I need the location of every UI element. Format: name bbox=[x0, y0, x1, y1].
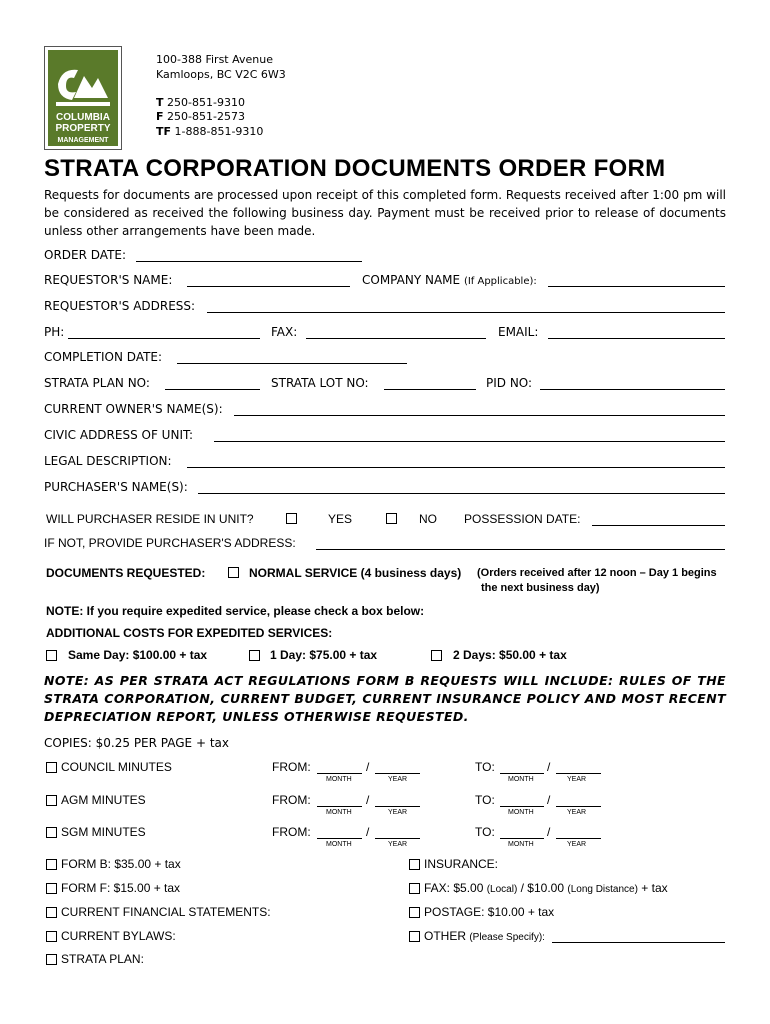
legal-description-label: LEGAL DESCRIPTION: bbox=[44, 454, 172, 468]
to-month-caption: MONTH bbox=[508, 809, 534, 816]
civic-address-field[interactable] bbox=[214, 441, 725, 442]
normal-service-note-2: the next business day) bbox=[481, 582, 600, 594]
item-checkbox[interactable] bbox=[46, 883, 57, 894]
minutes-label: COUNCIL MINUTES bbox=[61, 760, 172, 774]
fax-value: 250-851-2573 bbox=[167, 110, 245, 123]
slash: / bbox=[547, 825, 551, 839]
other-checkbox[interactable] bbox=[409, 931, 420, 942]
two-days-label: 2 Days: $50.00 + tax bbox=[453, 648, 567, 662]
to-year-caption: YEAR bbox=[567, 809, 587, 816]
purchasers-label: PURCHASER'S NAME(S): bbox=[44, 480, 188, 494]
to-month-field[interactable] bbox=[500, 838, 544, 839]
item-label: FORM F: $15.00 + tax bbox=[61, 881, 181, 895]
fax-label: F bbox=[156, 110, 164, 123]
fax-checkbox[interactable] bbox=[409, 883, 420, 894]
tollfree-line bbox=[156, 124, 263, 139]
mountain-logo-icon bbox=[48, 54, 118, 114]
to-year-field[interactable] bbox=[556, 838, 601, 839]
address-city: Kamloops, BC V2C 6W3 bbox=[156, 68, 286, 81]
fax-field[interactable] bbox=[306, 338, 486, 339]
same-day-checkbox[interactable] bbox=[46, 650, 57, 661]
minutes-checkbox[interactable] bbox=[46, 795, 57, 806]
from-year-caption: YEAR bbox=[388, 809, 408, 816]
purchasers-field[interactable] bbox=[198, 493, 725, 494]
strata-plan-field[interactable] bbox=[165, 389, 260, 390]
item-label: CURRENT BYLAWS: bbox=[61, 929, 176, 943]
intro-text: Requests for documents are processed upon receipt of this completed form. Requests received after 1:00 pm will be considered as received the following business day. Payment must be received prior to release of documents unless other arrangements have been made. bbox=[44, 188, 726, 238]
to-year-caption: YEAR bbox=[567, 841, 587, 848]
requestor-name-label: REQUESTOR'S NAME: bbox=[44, 273, 173, 287]
insurance-checkbox[interactable] bbox=[409, 859, 420, 870]
from-year-field[interactable] bbox=[375, 806, 420, 807]
one-day-label: 1 Day: $75.00 + tax bbox=[270, 648, 378, 662]
item-label: CURRENT FINANCIAL STATEMENTS: bbox=[61, 905, 271, 919]
to-label: TO: bbox=[475, 825, 495, 839]
possession-date-field[interactable] bbox=[592, 525, 725, 526]
strata-lot-label: STRATA LOT NO: bbox=[271, 376, 369, 390]
to-label: TO: bbox=[475, 760, 495, 774]
civic-address-label: CIVIC ADDRESS OF UNIT: bbox=[44, 428, 194, 442]
slash: / bbox=[366, 760, 370, 774]
company-name-field[interactable] bbox=[548, 286, 725, 287]
insurance-label: INSURANCE: bbox=[424, 857, 499, 871]
normal-service-note-1: (Orders received after 12 noon – Day 1 begins bbox=[477, 567, 717, 579]
requestor-name-field[interactable] bbox=[187, 286, 350, 287]
from-month-field[interactable] bbox=[317, 838, 362, 839]
if-not-label: IF NOT, PROVIDE PURCHASER'S ADDRESS: bbox=[44, 536, 296, 550]
from-month-caption: MONTH bbox=[326, 776, 352, 783]
strata-lot-field[interactable] bbox=[384, 389, 476, 390]
to-year-caption: YEAR bbox=[567, 776, 587, 783]
will-reside-label: WILL PURCHASER RESIDE IN UNIT? bbox=[46, 512, 254, 526]
pid-label: PID NO: bbox=[486, 376, 533, 390]
documents-requested-label: DOCUMENTS REQUESTED: bbox=[46, 566, 206, 580]
from-year-field[interactable] bbox=[375, 838, 420, 839]
company-logo bbox=[44, 46, 122, 150]
from-month-caption: MONTH bbox=[326, 841, 352, 848]
ph-field[interactable] bbox=[68, 338, 260, 339]
order-date-field[interactable] bbox=[136, 261, 362, 262]
requestor-address-field[interactable] bbox=[207, 312, 725, 313]
minutes-label: SGM MINUTES bbox=[61, 825, 146, 839]
item-checkbox[interactable] bbox=[46, 907, 57, 918]
page-title: STRATA CORPORATION DOCUMENTS ORDER FORM bbox=[44, 155, 666, 182]
postage-label: POSTAGE: $10.00 + tax bbox=[424, 905, 555, 919]
current-owners-field[interactable] bbox=[234, 415, 725, 416]
email-label: EMAIL: bbox=[498, 325, 539, 339]
additional-costs-label: ADDITIONAL COSTS FOR EXPEDITED SERVICES: bbox=[46, 626, 333, 640]
reside-no-checkbox[interactable] bbox=[386, 513, 397, 524]
item-label: STRATA PLAN: bbox=[61, 952, 144, 966]
same-day-label: Same Day: $100.00 + tax bbox=[68, 648, 208, 662]
from-month-field[interactable] bbox=[317, 806, 362, 807]
fax-line bbox=[156, 109, 245, 124]
postage-checkbox[interactable] bbox=[409, 907, 420, 918]
from-month-caption: MONTH bbox=[326, 809, 352, 816]
logo-line-3: MANAGEMENT bbox=[57, 137, 109, 144]
normal-service-checkbox[interactable] bbox=[228, 567, 239, 578]
legal-description-field[interactable] bbox=[187, 467, 725, 468]
from-year-caption: YEAR bbox=[388, 776, 408, 783]
to-month-field[interactable] bbox=[500, 806, 544, 807]
to-month-field[interactable] bbox=[500, 773, 544, 774]
to-month-caption: MONTH bbox=[508, 776, 534, 783]
from-month-field[interactable] bbox=[317, 773, 362, 774]
minutes-checkbox[interactable] bbox=[46, 827, 57, 838]
phone-label: T bbox=[156, 96, 164, 109]
completion-date-field[interactable] bbox=[177, 363, 407, 364]
yes-label: YES bbox=[328, 512, 353, 526]
phone-value: 250-851-9310 bbox=[167, 96, 245, 109]
possession-date-label: POSSESSION DATE: bbox=[464, 512, 581, 526]
ph-label: PH: bbox=[44, 325, 65, 339]
two-days-checkbox[interactable] bbox=[431, 650, 442, 661]
requestor-address-label: REQUESTOR'S ADDRESS: bbox=[44, 299, 196, 313]
from-label: FROM: bbox=[272, 793, 311, 807]
tollfree-label: TF bbox=[156, 125, 172, 138]
to-label: TO: bbox=[475, 793, 495, 807]
to-month-caption: MONTH bbox=[508, 841, 534, 848]
slash: / bbox=[366, 825, 370, 839]
logo-line-2: PROPERTY bbox=[55, 123, 111, 134]
from-label: FROM: bbox=[272, 760, 311, 774]
email-field[interactable] bbox=[548, 338, 725, 339]
current-owners-label: CURRENT OWNER'S NAME(S): bbox=[44, 402, 223, 416]
phone-line bbox=[156, 95, 245, 110]
item-checkbox[interactable] bbox=[46, 954, 57, 965]
minutes-checkbox[interactable] bbox=[46, 762, 57, 773]
purchaser-address-field[interactable] bbox=[316, 549, 725, 550]
to-year-field[interactable] bbox=[556, 773, 601, 774]
slash: / bbox=[547, 793, 551, 807]
company-if-applicable: (If Applicable): bbox=[463, 276, 537, 287]
fax-item-label: FAX: $5.00 (Local) / $10.00 (Long Distance) + tax bbox=[424, 881, 668, 895]
logo-line-1: COLUMBIA bbox=[56, 112, 110, 123]
copies-label: COPIES: $0.25 PER PAGE + tax bbox=[44, 736, 229, 750]
from-year-field[interactable] bbox=[375, 773, 420, 774]
strata-plan-label: STRATA PLAN NO: bbox=[44, 376, 150, 390]
order-date-label: ORDER DATE: bbox=[44, 248, 127, 262]
no-label: NO bbox=[419, 512, 437, 526]
from-year-caption: YEAR bbox=[388, 841, 408, 848]
minutes-label: AGM MINUTES bbox=[61, 793, 146, 807]
item-label: FORM B: $35.00 + tax bbox=[61, 857, 181, 871]
company-name-label: COMPANY NAME (If Applicable): bbox=[362, 273, 537, 287]
normal-service-label: NORMAL SERVICE (4 business days) bbox=[249, 566, 462, 580]
from-label: FROM: bbox=[272, 825, 311, 839]
pid-field[interactable] bbox=[540, 389, 725, 390]
other-specify-field[interactable] bbox=[552, 942, 725, 943]
one-day-checkbox[interactable] bbox=[249, 650, 260, 661]
tollfree-value: 1-888-851-9310 bbox=[174, 125, 264, 138]
slash: / bbox=[547, 760, 551, 774]
item-checkbox[interactable] bbox=[46, 859, 57, 870]
slash: / bbox=[366, 793, 370, 807]
reside-yes-checkbox[interactable] bbox=[286, 513, 297, 524]
completion-date-label: COMPLETION DATE: bbox=[44, 350, 163, 364]
to-year-field[interactable] bbox=[556, 806, 601, 807]
expedited-note: NOTE: If you require expedited service, please check a box below: bbox=[46, 604, 425, 618]
form-b-note: NOTE: AS PER STRATA ACT REGULATIONS FORM B REQUESTS WILL INCLUDE: RULES OF THE STRATA CORPORATION, CURRENT BUDGET, CURRENT INSURANCE POLICY AND MOST RECENT DEPRECIATION REPORT, UNLESS OTHERWISE REQUESTED. bbox=[44, 673, 726, 724]
other-label: OTHER (Please Specify): bbox=[424, 929, 545, 943]
item-checkbox[interactable] bbox=[46, 931, 57, 942]
fax-field-label: FAX: bbox=[271, 325, 298, 339]
address-street: 100-388 First Avenue bbox=[156, 53, 273, 66]
